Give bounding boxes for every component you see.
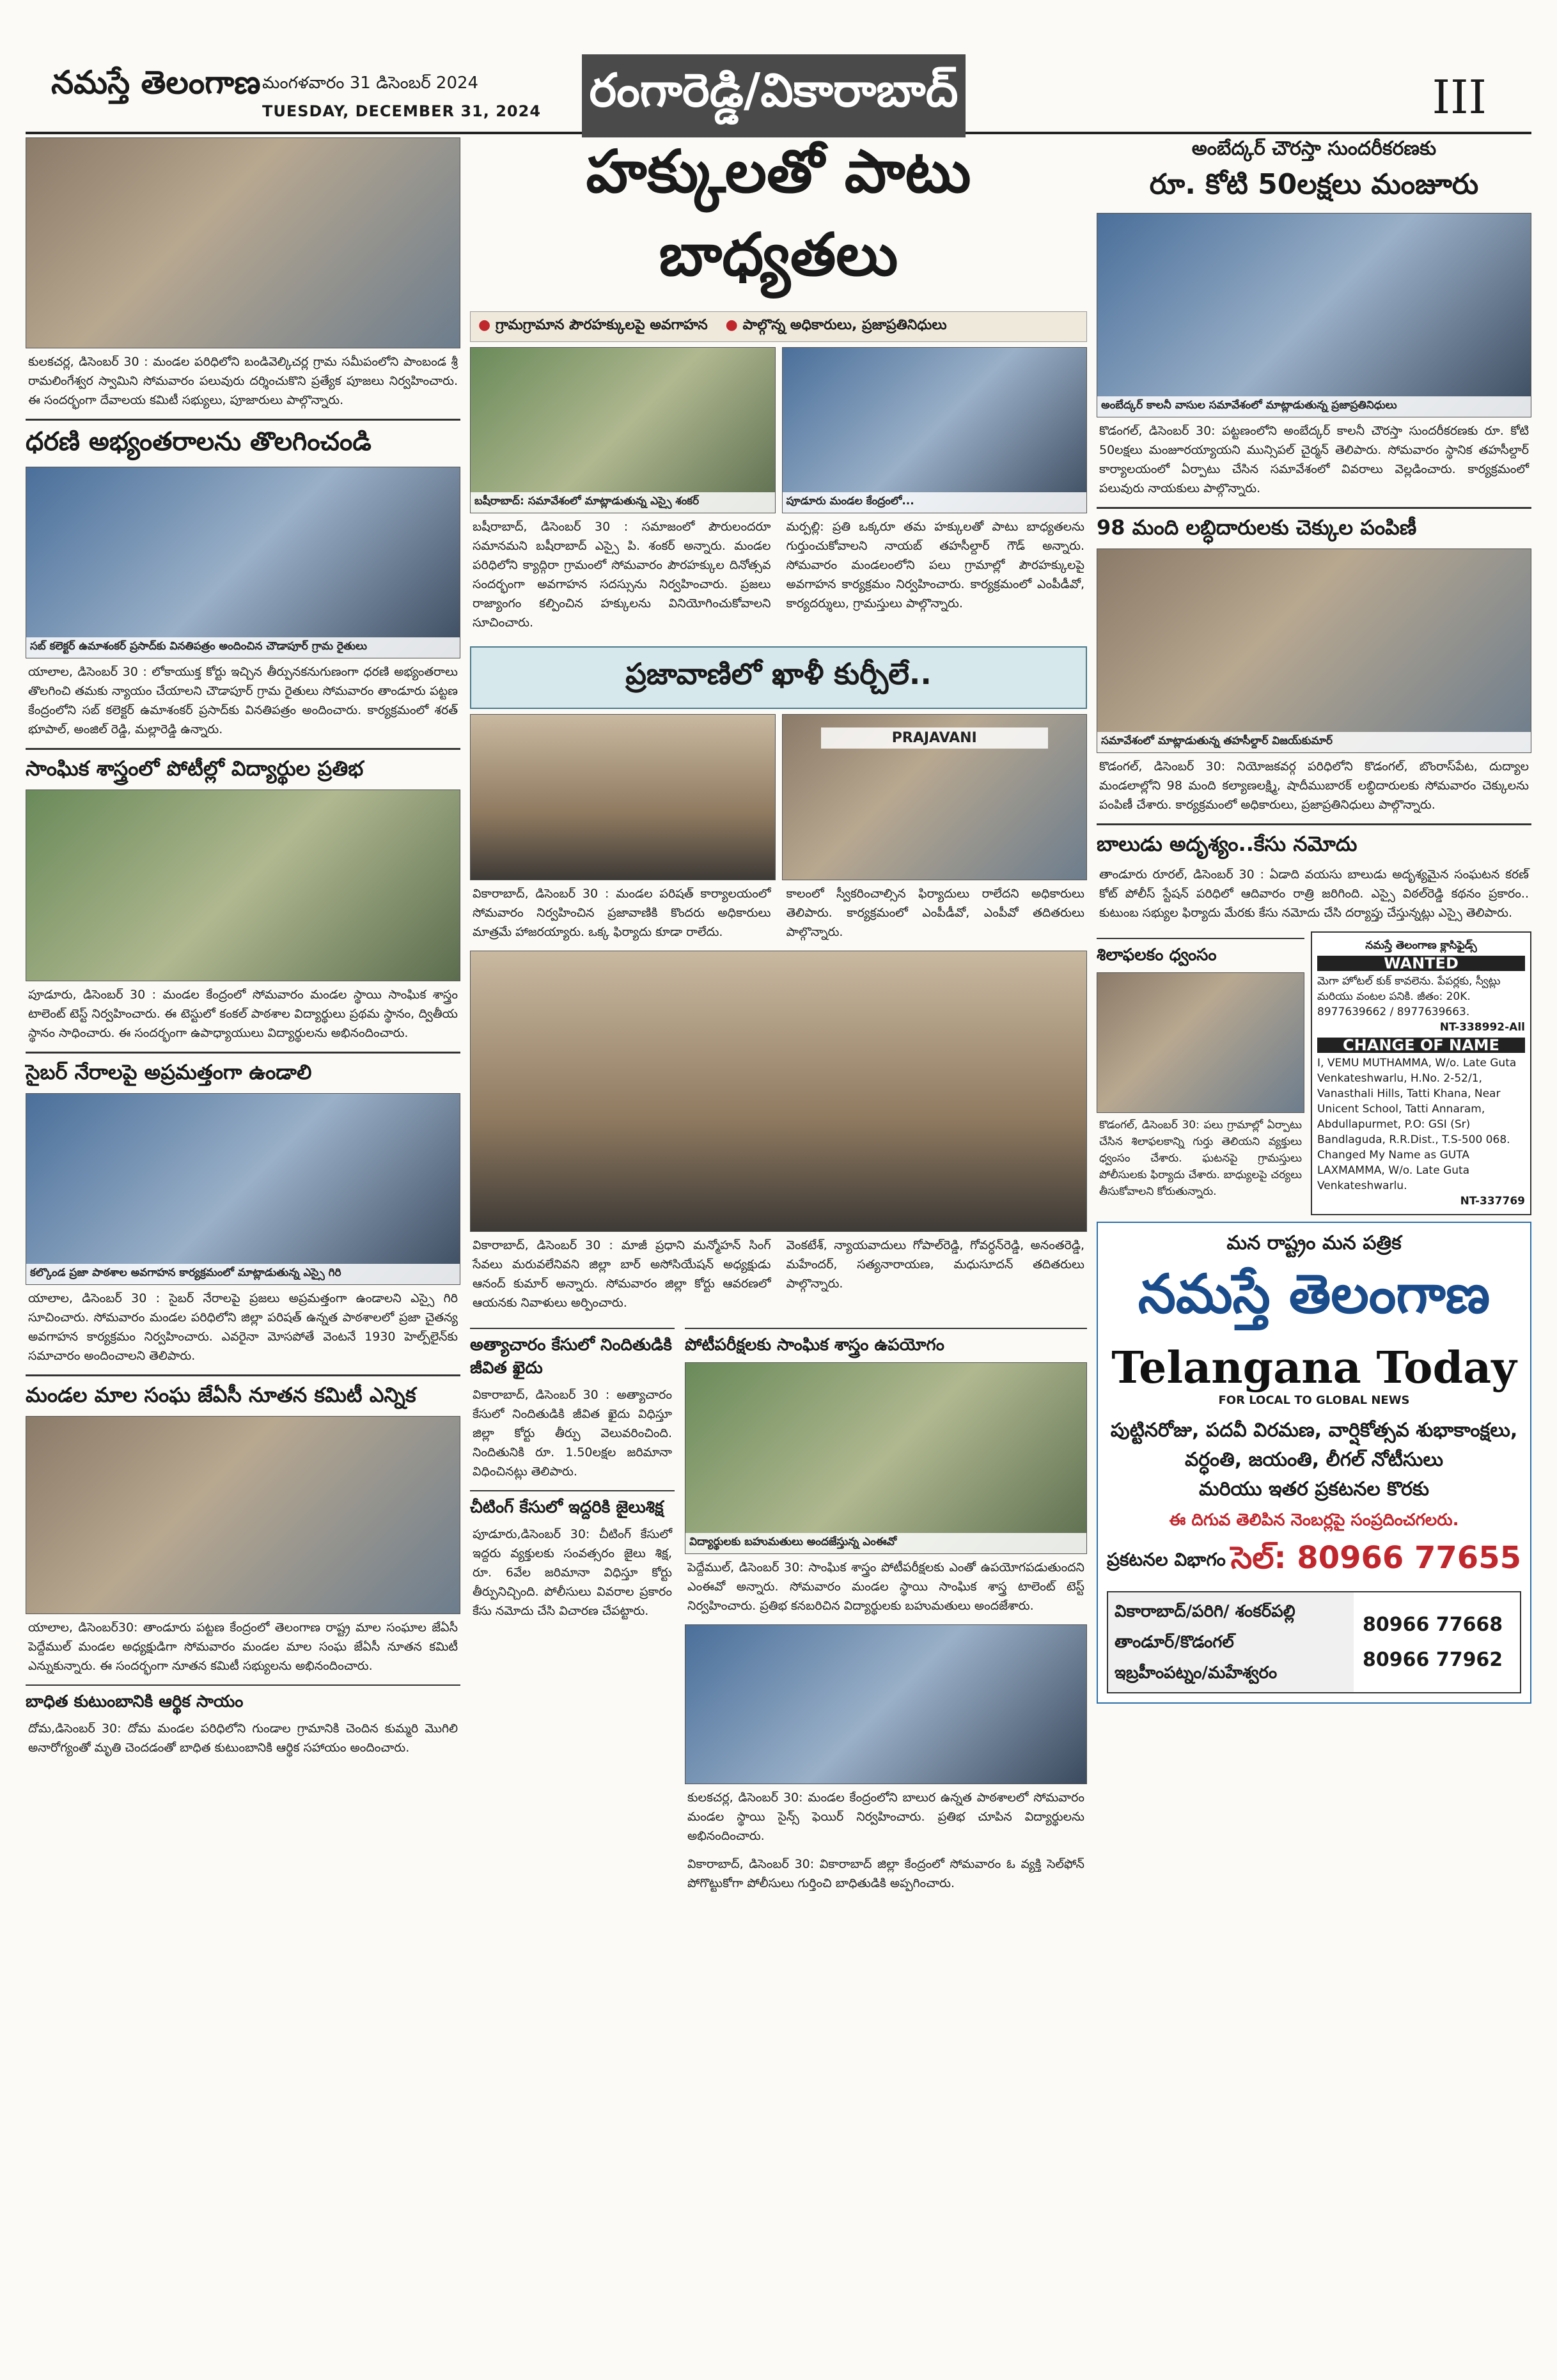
- photo-empty-chairs: [470, 714, 776, 880]
- masthead: [26, 13, 1531, 134]
- ad-cell: సెల్: 80966 77655: [1230, 1540, 1521, 1576]
- competitive-body: పెద్దేముల్, డిసెంబర్ 30: సాంఘిక శాస్త్రం పోటీపరీక్షలకు ఎంతో ఉపయోగపడుతుందని ఎంఈవో అన్నారు. సోమవారం మండల స్థాయి సాంఘిక శాస్త్ర టాలెంట్ టెస్ట్ నిర్వహించారు. ప్రతిభ కనబరిచిన విద్యార్థులకు బహుమతులు అందజేశారు.: [687, 1560, 1084, 1613]
- article-temple-body: కులకచర్ల, డిసెంబర్ 30 : మండల పరిధిలోని బండివెల్కిచర్ల గ్రామ సమీపంలోని పాంబండ శ్రీ రామలింగేశ్వర స్వామిని సోమవారం పలువురు దర్శించుకొని ప్రత్యేక పూజలు నిర్వహించారు. ఈ సందర్భంగా దేవాలయ కమిటీ సభ్యులు, పూజారులు పాల్గొన్నారు.: [28, 355, 458, 407]
- classifieds-title: నమస్తే తెలంగాణ క్లాసిఫైడ్స్: [1365, 939, 1477, 952]
- article-social-talent-body: పూడూరు, డిసెంబర్ 30 : మండల కేంద్రంలో సోమవారం మండల స్థాయి సాంఘిక శాస్త్రం టాలెంట్ టెస్ట్ నిర్వహించారు. ఈ టెస్టులో కంకల్ పాఠశాల విద్యార్థులు ప్రథమ స్థానం, ద్వితీయ స్థానం సాధించారు. ఈ సందర్భంగా ఉపాధ్యాయులు విద్యార్థులను అభినందించారు.: [28, 988, 458, 1040]
- headline-ambedkar-top: అంబేద్కర్ చౌరస్తా సుందరీకరణకు: [1191, 137, 1437, 160]
- photo-plaque: [1097, 972, 1304, 1113]
- headline-dharani: ధరణి అభ్యంతరాలను తొలగించండి: [26, 419, 460, 463]
- ad-today-logo: Telangana Today: [1111, 1342, 1517, 1394]
- brand-logo: నమస్తే తెలంగాణ: [51, 64, 261, 101]
- lead-kicker: [470, 311, 1087, 342]
- advertisement-box: [1097, 1222, 1531, 1704]
- headline-prajavani: ప్రజావాణిలో ఖాళీ కుర్చీలే..: [470, 646, 1087, 709]
- column-center: [470, 137, 1087, 1902]
- ad-phone-1: 80966 77668: [1363, 1614, 1503, 1636]
- photo-bar-association: [470, 951, 1087, 1232]
- ad-area-1: వికారాబాద్/పరిగి/ శంకర్‌పల్లి: [1115, 1602, 1295, 1621]
- lead-body-1: బషీరాబాద్, డిసెంబర్ 30 : సమాజంలో పౌరులందరూ సమానమని బషీరాబాద్ ఎస్సై పి. శంకర్ అన్నారు. మండల పరిధిలోని క్యాద్గిరా గ్రామంలో సోమవారం పౌరహక్కుల దినోత్సవ సందర్భంగా అవగాహన సదస్సును నిర్వహించారు. ప్రజలు రాజ్యాంగం కల్పించిన హక్కులను వినియోగించుకోవాలని సూచించారు.: [473, 520, 771, 630]
- date-english: TUESDAY, DECEMBER 31, 2024: [262, 102, 542, 120]
- ad-today-sub: FOR LOCAL TO GLOBAL NEWS: [1218, 1394, 1410, 1407]
- wanted-title: WANTED: [1317, 956, 1525, 971]
- ad-item-3: మరియు ఇతర ప్రకటనల కొరకు: [1199, 1478, 1429, 1500]
- ambedkar-body: కొడంగల్, డిసెంబర్ 30: పట్టణంలోని అంబేద్కర్ కాలనీ చౌరస్తా సుందరీకరణకు రూ. కోటి 50లక్షలు మంజూరయ్యాయని మున్సిపల్ చైర్మన్ తెలిపారు. సోమవారం స్థానిక తహసీల్దార్ కార్యాలయంలో ఏర్పాటు చేసిన సమావేశంలో వివరాలు వెల్లడించారు. కార్యక్రమంలో పలువురు నాయకులు పాల్గొన్నారు.: [1099, 424, 1529, 495]
- ad-brand: నమస్తే తెలంగాణ: [1138, 1263, 1490, 1325]
- caption-prize: విద్యార్థులకు బహుమతులు అందజేస్తున్న ఎంఈవో: [685, 1533, 1086, 1553]
- caption-lead-2: పూడూరు మండల కేంద్రంలో...: [783, 492, 1087, 513]
- prajavani-body-1: వికారాబాద్, డిసెంబర్ 30 : మండల పరిషత్ కార్యాలయంలో సోమవారం నిర్వహించిన ప్రజావాణికి కొందరు అధికారులు మాత్రమే హాజరయ్యారు. ఒక్క ఫిర్యాదు కూడా రాలేదు.: [473, 887, 771, 939]
- photo-mala-jac: [26, 1416, 460, 1614]
- photo-lead-2: [782, 347, 1088, 513]
- caption-dharani: సబ్ కలెక్టర్ ఉమాశంకర్ ప్రసాద్‌కు వినతిపత్రం అందించిన చౌడాపూర్ గ్రామ రైతులు: [26, 637, 460, 658]
- column-right: [1097, 137, 1531, 1704]
- prajavani-banner: PRAJAVANI: [821, 727, 1049, 749]
- ad-item-1: పుట్టినరోజు, పదవీ విరమణ, వార్షికోత్సవ శుభాకాంక్షలు,: [1110, 1419, 1518, 1442]
- lead-headline: హక్కులతో పాటు బాధ్యతలు: [586, 137, 971, 289]
- cheques-body: కొడంగల్, డిసెంబర్ 30: నియోజకవర్గ పరిధిలోని కొడంగల్, బొంరాస్‌పేట, దుద్యాల మండలాల్లోని 98 మంది కల్యాణలక్ష్మి, షాదీముబారక్ లబ్ధిదారులకు సోమవారం చెక్కులను పంపిణీ చేశారు. కార్యక్రమంలో అధికారులు, ప్రజాప్రతినిధులు పాల్గొన్నారు.: [1099, 759, 1529, 812]
- headline-cheques: 98 మంది లబ్ధిదారులకు చెక్కుల పంపిణీ: [1097, 507, 1531, 545]
- prajavani-body-2: కాలంలో స్వీకరించాల్సిన ఫిర్యాదులు రాలేదని అధికారులు తెలిపారు. కార్యక్రమంలో ఎంపీడీవో, ఎంపీవో తదితరులు పాల్గొన్నారు.: [786, 887, 1084, 939]
- article-financial-aid-body: దోమ,డిసెంబర్ 30: దోమ మండల పరిధిలోని గుండాల గ్రామానికి చెందిన కుమ్మరి మొగిలి అనారోగ్యంతో మృతి చెందడంతో బాధిత కుటుంబానికి ఆర్థిక సహాయం అందించారు.: [28, 1722, 458, 1755]
- section-banner: రంగారెడ్డి/వికారాబాద్: [582, 54, 966, 137]
- caption-cheques: సమావేశంలో మాట్లాడుతున్న తహసీల్దార్ విజయ్‌కుమార్: [1097, 732, 1531, 752]
- ad-tagline: మన రాష్ట్రం మన పత్రిక: [1226, 1232, 1402, 1254]
- ad-item-2: వర్ధంతి, జయంతి, లీగల్ నోటీసులు: [1184, 1449, 1444, 1471]
- caption-lead-1: బషీరాబాద్: సమావేశంలో మాట్లాడుతున్న ఎస్సై శంకర్: [471, 492, 775, 513]
- headline-plaque: శిలాఫలకం ధ్వంసం: [1097, 938, 1304, 968]
- headline-financial-aid: బాధిత కుటుంబానికి ఆర్థిక సాయం: [26, 1684, 460, 1715]
- headline-competitive-exams: పోటీపరీక్షలకు సాంఘిక శాస్త్రం ఉపయోగం: [685, 1328, 1087, 1358]
- headline-mala-jac: మండల మాల సంఘ జేఏసీ నూతన కమిటీ ఎన్నిక: [26, 1374, 460, 1412]
- cheating-body: పూడూరు,డిసెంబర్ 30: చీటింగ్ కేసులో ఇద్దరు వ్యక్తులకు సంవత్సరం జైలు శిక్ష, రూ. 6వేల జరిమానా విధిస్తూ కోర్టు తీర్పునిచ్చింది. పోలీసులు వివరాల ప్రకారం కేసు నమోదు చేసి విచారణ చేపట్టారు.: [473, 1527, 672, 1618]
- headline-life-sentence: అత్యాచారం కేసులో నిందితుడికి జీవిత ఖైదు: [470, 1328, 675, 1381]
- classifieds-box: [1311, 931, 1531, 1215]
- life-sentence-body: వికారాబాద్, డిసెంబర్ 30 : అత్యాచారం కేసులో నిందితుడికి జీవిత ఖైదు విధిస్తూ జిల్లా కోర్టు తీర్పు వెలువరించింది. నిందితునికి రూ. 1.50లక్షల జరిమానా విధించినట్లు తెలిపారు.: [473, 1388, 672, 1479]
- ad-area-3: ఇబ్రహీంపట్నం/మహేశ్వరం: [1115, 1663, 1278, 1683]
- bar-body-2: వెంకటేశ్, న్యాయవాదులు గోపాల్‌రెడ్డి, గోవర్ధన్‌రెడ్డి, అనంతరెడ్డి, మహేందర్, సత్యనారాయణ, మధుసూదన్ తదితరులు పాల్గొన్నారు.: [786, 1238, 1084, 1291]
- change-name-code: NT-337769: [1460, 1195, 1525, 1208]
- ad-phone-2: 80966 77962: [1363, 1649, 1503, 1671]
- wanted-text: మెగా హోటల్ కుక్ కావలెను. పేపర్లకు, స్వీట్లు మరియు వంటల పనికి. జీతం: 20K. 8977639662 / 8977639663.: [1317, 975, 1501, 1018]
- kicker-item-1: ● గ్రామగ్రామాన పౌరహక్కులపై అవగాహన: [478, 317, 708, 336]
- headline-social-talent: సాంఘిక శాస్త్రంలో పోటీల్లో విద్యార్థుల ప్రతిభ: [26, 748, 460, 786]
- plaque-body: కొడంగల్, డిసెంబర్ 30: పలు గ్రామాల్లో ఏర్పాటు చేసిన శిలాఫలకాన్ని గుర్తు తెలియని వ్యక్తులు ధ్వంసం చేశారు. ఘటనపై గ్రామస్తులు పోలీసులకు ఫిర్యాదు చేశారు. బాధ్యులపై చర్యలు తీసుకోవాలని కోరుతున్నారు.: [1099, 1119, 1302, 1198]
- missing-boy-body: తాండూరు రూరల్, డిసెంబర్ 30 : ఏడాది వయసు బాలుడు అదృశ్యమైన సంఘటన కరణ్ కోట్ పోలీస్ స్టేషన్ పరిధిలో ఆదివారం రాత్రి జరిగింది. ఎస్సై విఠల్‌రెడ్డి కథనం ప్రకారం.. కుటుంబ సభ్యుల ఫిర్యాదు మేరకు కేసు నమోదు చేసి దర్యాప్తు చేస్తున్నట్లు ఎస్సై తెలిపారు.: [1099, 867, 1529, 920]
- headline-ambedkar-main: రూ. కోటి 50లక్షలు మంజూరు: [1149, 168, 1479, 201]
- photo-cyber: [26, 1093, 460, 1285]
- ad-contact-table: [1107, 1591, 1521, 1693]
- photo-dharani: [26, 467, 460, 658]
- photo-temple: [26, 137, 460, 348]
- caption-cyber: కల్కొండ ప్రజా పాఠశాల అవగాహన కార్యక్రమంలో మాట్లాడుతున్న ఎస్సై గిరి: [26, 1264, 460, 1284]
- ad-call: ఈ దిగువ తెలిపిన నెంబర్లపై సంప్రదించగలరు.: [1169, 1511, 1459, 1530]
- bar-body-1: వికారాబాద్, డిసెంబర్ 30 : మాజీ ప్రధాని మన్మోహన్ సింగ్ సేవలు మరువలేనివని జిల్లా బార్ అసోసియేషన్ అధ్యక్షుడు ఆనంద్ కుమార్ అన్నారు. సోమవారం జిల్లా కోర్టు ఆవరణలో ఆయనకు నివాళులు అర్పించారు.: [473, 1238, 771, 1310]
- photo-lead-1: [470, 347, 776, 513]
- headline-cheating: చీటింగ్ కేసులో ఇద్దరికి జైలుశిక్ష: [470, 1490, 675, 1521]
- photo-ambedkar-meeting: [1097, 213, 1531, 417]
- photo-students: [26, 789, 460, 981]
- photo-prajavani-desk: [782, 714, 1088, 880]
- article-dharani-body: యాలాల, డిసెంబర్ 30 : లోకాయుక్త కోర్టు ఇచ్చిన తీర్పునకనుగుణంగా ధరణి అభ్యంతరాలు తొలగించి తమకు న్యాయం చేయాలని చౌడాపూర్ గ్రామ రైతులు సోమవారం తాండూరు పట్టణ కేంద్రంలోని సబ్ కలెక్టర్ ఉమాశంకర్ ప్రసాద్‌కు వినతిపత్రం అందించారు. కార్యక్రమంలో శరత్ భూపాల్, అంజిల్ రెడ్డి, మల్లారెడ్డి ఉన్నారు.: [28, 665, 458, 736]
- article-mala-jac-body: యాలాల, డిసెంబర్30: తాండూరు పట్టణ కేంద్రంలో తెలంగాణ రాష్ట్ర మాల సంఘాల జేఏసీ పెద్దేముల్ మండల అధ్యక్షుడిగా సోమవారం మండల మాల సంఘ జేఏసీ నూతన కమిటీ ఎన్నుకున్నారు. ఈ సందర్భంగా నూతన కమిటీ సభ్యులను అభినందించారు.: [28, 1621, 458, 1673]
- photo-prize-distribution: [685, 1362, 1087, 1554]
- wanted-code: NT-338992-All: [1439, 1021, 1525, 1034]
- column-left: [26, 137, 460, 1766]
- ad-area-2: తాండూర్/కొడంగల్: [1115, 1633, 1234, 1652]
- photo-science-fair: [685, 1624, 1087, 1784]
- change-name-text: I, VEMU MUTHAMMA, W/o. Late Guta Venkateshwarlu, H.No. 2-52/1, Vanasthali Hills, Tatti Khana, Near Unicent School, Tatti Annaram, Abdullapurmet, P.O: GSI (Sr) Bandlaguda, R.R.Dist., T.S-500 068. Changed My Name as GUTA LAXMAMMA, W/o. Late Guta Venkateshwarlu.: [1317, 1057, 1517, 1192]
- change-name-title: CHANGE OF NAME: [1317, 1038, 1525, 1053]
- photo-cheques: [1097, 548, 1531, 753]
- science-fair-body: కులకచర్ల, డిసెంబర్ 30: మండల కేంద్రంలోని బాలుర ఉన్నత పాఠశాలలో సోమవారం మండల స్థాయి సైన్స్ ఫెయిర్ నిర్వహించారు. ప్రతిభ చూపిన విద్యార్థులను అభినందించారు.: [687, 1791, 1084, 1843]
- lead-body-2: మర్పల్లి: ప్రతి ఒక్కరూ తమ హక్కులతో పాటు బాధ్యతలను గుర్తుంచుకోవాలని నాయబ్ తహసీల్దార్ గౌడ్ అన్నారు. సోమవారం మండలంలోని పలు గ్రామాల్లో పౌరహక్కులపై అవగాహన కార్యక్రమం నిర్వహించారు. కార్యక్రమంలో ఎంపీడీవో, కార్యదర్శులు, గ్రామస్తులు పాల్గొన్నారు.: [786, 520, 1084, 611]
- phone-return-body: వికారాబాద్, డిసెంబర్ 30: వికారాబాద్ జిల్లా కేంద్రంలో సోమవారం ఓ వ్యక్తి సెల్‌ఫోన్ పోగొట్టుకోగా పోలీసులు గుర్తించి బాధితుడికి అప్పగించారు.: [687, 1857, 1084, 1890]
- date-telugu: మంగళవారం 31 డిసెంబర్ 2024: [262, 74, 479, 93]
- page-number: III: [1432, 70, 1487, 124]
- kicker-item-2: ● పాల్గొన్న అధికారులు, ప్రజాప్రతినిధులు: [726, 317, 947, 336]
- article-cyber-body: యాలాల, డిసెంబర్ 30 : సైబర్ నేరాలపై ప్రజలు అప్రమత్తంగా ఉండాలని ఎస్సై గిరి సూచించారు. సోమవారం మండల పరిధిలోని జిల్లా పరిషత్ ఉన్నత పాఠశాలలో ప్రజా చైతన్య అవగాహన కార్యక్రమం నిర్వహించారు. ఎవరైనా మోసపోతే వెంటనే 1930 హెల్ప్‌లైన్‌కు సమాచారం అందించాలని తెలిపారు.: [28, 1291, 458, 1363]
- ad-dept: ప్రకటనల విభాగం: [1107, 1549, 1226, 1570]
- caption-ambedkar: అంబేద్కర్ కాలనీ వాసుల సమావేశంలో మాట్లాడుతున్న ప్రజాప్రతినిధులు: [1097, 396, 1531, 417]
- headline-missing-boy: బాలుడు అదృశ్యం..కేసు నమోదు: [1097, 823, 1531, 861]
- headline-cyber: సైబర్ నేరాలపై అప్రమత్తంగా ఉండాలి: [26, 1052, 460, 1089]
